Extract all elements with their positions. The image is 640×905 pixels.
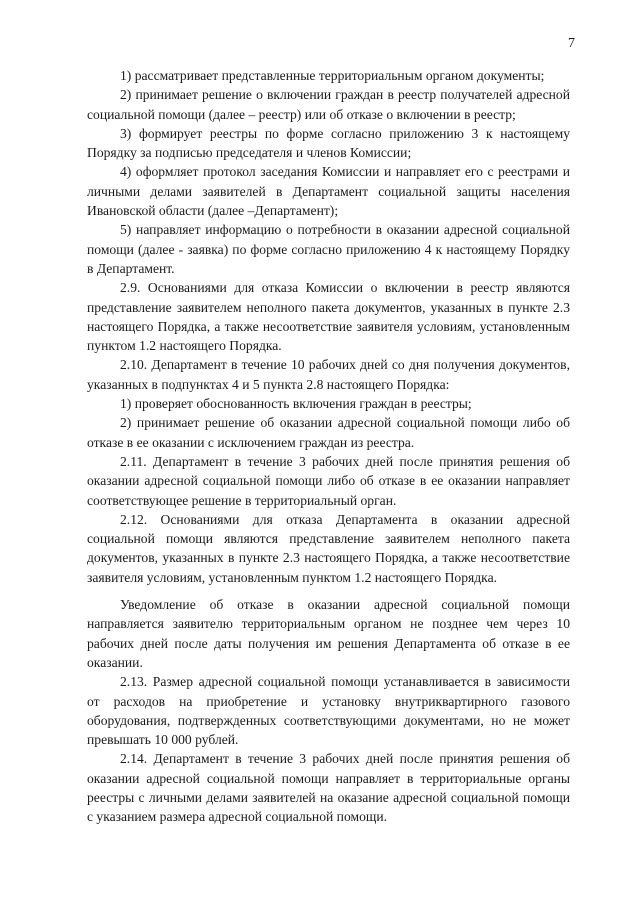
paragraph-2-9: 2.9. Основаниями для отказа Комиссии о включении в реестр являются представление заявителем неполного пакета документов, указанных в пункте 2.3 настоящего Порядка, а также несоответствие заявителя условиям, установленным пунктом 1.2 настоящего Порядка. <box>87 280 570 354</box>
paragraph-4: 4) оформляет протокол заседания Комиссии и направляет его с реестрами и личными делами заявителей в Департамент социальной защиты населения Ивановской области (далее –Департамент); <box>87 164 570 219</box>
page-number: 7 <box>568 36 575 51</box>
paragraph-2-10-item-2: 2) принимает решение об оказании адресной социальной помощи либо об отказе в ее оказании с исключением граждан из реестра. <box>87 415 570 450</box>
paragraph-2-10-item-1: 1) проверяет обоснованность включения граждан в реестры; <box>120 396 472 412</box>
paragraph-5: 5) направляет информацию о потребности в оказании адресной социальной помощи (далее - заявка) по форме согласно приложению 4 к настоящему Порядку в Департамент. <box>87 222 570 276</box>
paragraph-1: 1) рассматривает представленные территориальным органом документы; <box>120 68 545 83</box>
paragraph-2-10: 2.10. Департамент в течение 10 рабочих дней со дня получения документов, указанных в подпунктах 4 и 5 пункта 2.8 настоящего Порядка: <box>87 357 570 392</box>
paragraph-2: 2) принимает решение о включении граждан в реестр получателей адресной социальной помощи (далее – реестр) или об отказе о включении в реестр; <box>87 87 570 122</box>
paragraph-2-12: 2.12. Основаниями для отказа Департамента в оказании адресной социальной помощи являются представление заявителем неполного пакета документов, указанных в пункте 2.3 настоящего Порядка, а также несоответствие заявителя условиям, установленным пунктом 1.2 настоящего Порядка. <box>87 511 570 585</box>
paragraph-2-13: 2.13. Размер адресной социальной помощи устанавливается в зависимости от расходов на приобретение и установку внутриквартирного газового оборудования, подтвержденных соответствующими документами, но не может превышать 10 000 рублей. <box>87 674 570 748</box>
paragraph-2-11: 2.11. Департамент в течение 3 рабочих дней после принятия решения об оказании адресной социальной помощи либо об отказе в ее оказании направляет соответствующее решение в территориальный орган. <box>87 453 570 508</box>
paragraph-notification: Уведомление об отказе в оказании адресной социальной помощи направляется заявителю территориальным органом не позднее чем через 10 рабочих дней после даты получения им решения Департамента об отказе в ее оказании. <box>87 597 570 670</box>
paragraph-3: 3) формирует реестры по форме согласно приложению 3 к настоящему Порядку за подписью председателя и членов Комиссии; <box>87 125 570 161</box>
paragraph-2-14: 2.14. Департамент в течение 3 рабочих дней после принятия решения об оказании адресной социальной помощи направляет в территориальные органы реестры с личными делами заявителей на оказание адресной социальной помощи с указанием размера адресной социальной помощи. <box>87 751 570 825</box>
document-body <box>87 66 570 827</box>
